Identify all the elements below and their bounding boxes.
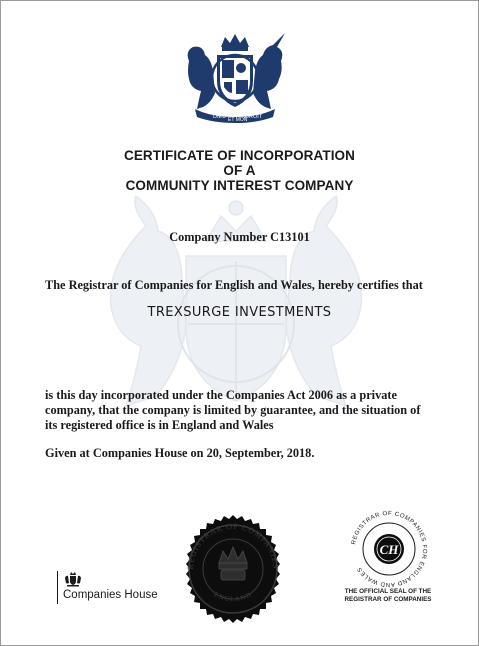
certificate-title-line-2: OF A (223, 163, 256, 178)
given-date-line: Given at Companies House on 20, September, 2018. (45, 446, 315, 460)
motto-center: ET MON (228, 117, 248, 123)
incorporation-statement (45, 388, 445, 433)
registrar-seal-icon (344, 504, 434, 594)
certificate-title-line-3: COMMUNITY INTEREST COMPANY (125, 178, 354, 193)
incorporation-statement-line: is this day incorporated under the Companies Act 2006 as a private (45, 388, 397, 402)
companies-house-logo (57, 571, 158, 604)
companies-house-label: Companies House (63, 589, 158, 601)
royal-crest-icon (181, 31, 289, 123)
incorporation-statement-line: company, that the company is limited by guarantee, and the situation of (45, 403, 421, 417)
motto-right: DROIT (245, 114, 263, 120)
incorporation-statement-line: its registered office is in England and Wales (45, 418, 274, 432)
certificate-title-line-1: CERTIFICATE OF INCORPORATION (123, 148, 356, 163)
embossed-seal-top-text: REGISTRAR OF COMPANIES (185, 521, 281, 570)
embossed-seal-icon (177, 513, 289, 625)
company-number: Company Number C13101 (169, 230, 310, 244)
registrar-seal-monogram: CH (379, 542, 399, 557)
seal-caption-line-2: REGISTRAR OF COMPANIES (344, 596, 432, 603)
mini-crest-icon (64, 571, 82, 587)
seal-caption-line-1: THE OFFICIAL SEAL OF THE (344, 588, 432, 595)
company-name: TREXSURGE INVESTMENTS (147, 305, 332, 320)
embossed-seal-bottom-text: ENGLAND (212, 590, 254, 604)
motto-left: DIEU (213, 114, 227, 120)
registrar-statement: The Registrar of Companies for English and Wales, hereby certifies that (45, 278, 423, 292)
registrar-seal-ring-text: REGISTRAR OF COMPANIES FOR ENGLAND AND WALES (351, 510, 428, 588)
